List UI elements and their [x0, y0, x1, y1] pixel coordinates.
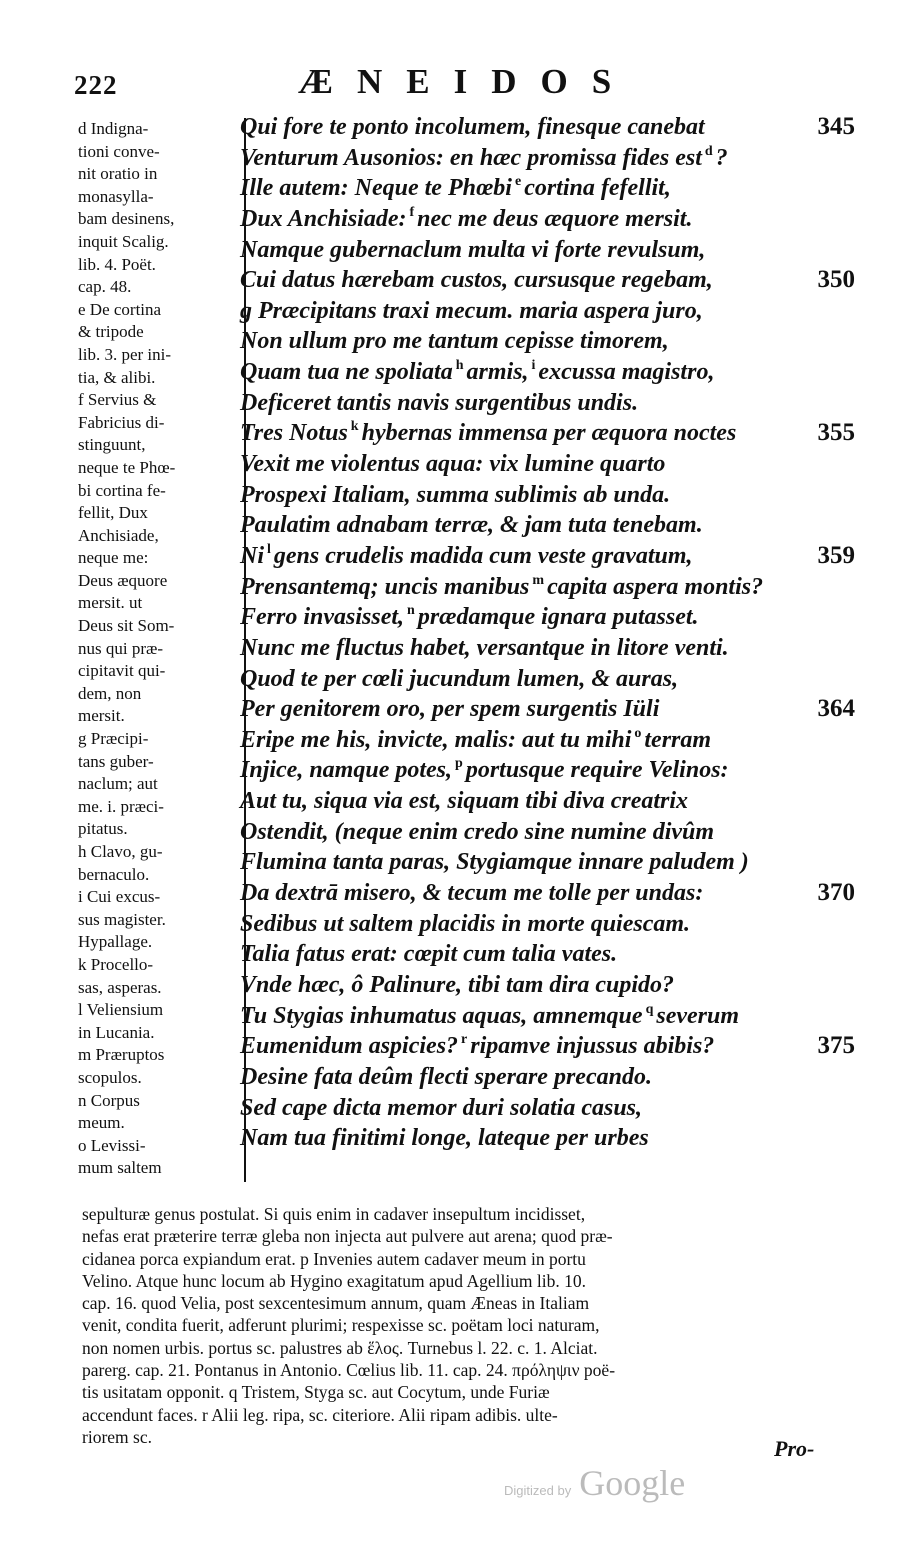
margin-note-line: Hypallage.: [78, 932, 153, 952]
verse-line: [240, 296, 865, 327]
margin-note-line: n Corpus: [78, 1090, 140, 1110]
verse-text: Sed cape dicta memor duri solatia casus,: [240, 1094, 642, 1121]
margin-note-line: k Procello-: [78, 954, 154, 974]
margin-note-line: nus qui præ-: [78, 638, 163, 658]
verse-text: Dux Anchisiade:: [240, 205, 407, 232]
verse-text-continued: severum: [656, 1002, 740, 1029]
verse-line: [240, 112, 865, 143]
verse-line: [240, 1001, 865, 1032]
verse-line: [240, 510, 865, 541]
verse-line: [240, 939, 865, 970]
footnote-marker: m: [532, 572, 545, 588]
verse-text: Prensantemq; uncis manibus: [240, 573, 530, 600]
line-number: 350: [817, 266, 855, 294]
line-number: 345: [817, 113, 855, 140]
margin-note-line: g Præcipi-: [78, 729, 149, 749]
margin-note-line: lib. 4. Poët.: [78, 254, 156, 274]
footnote-marker: i: [531, 358, 536, 374]
verse-text-continued: hybernas immensa per æquora noctes: [361, 420, 737, 447]
digitized-watermark: [504, 1462, 685, 1504]
line-number: 370: [817, 879, 855, 907]
margin-note-line: f Servius &: [78, 390, 157, 410]
verse-line: [240, 388, 865, 419]
footnote-marker: e: [514, 174, 522, 190]
verse-text: Prospexi Italiam, summa sublimis ab unda.: [240, 481, 671, 508]
verse-text-continued: prædamque ignara putasset.: [417, 604, 699, 631]
verse-line: [240, 602, 865, 633]
page-number: 222: [74, 70, 118, 100]
verse-text: Talia fatus erat: cœpit cum talia vates.: [240, 941, 618, 968]
margin-note-line: tia, & alibi.: [78, 367, 156, 387]
verse-text-continued: gens crudelis madida cum veste gravatum,: [273, 542, 693, 569]
watermark-prefix: Digitized by: [504, 1483, 572, 1498]
verse-text-continued: nec me deus æquore mersit.: [417, 205, 693, 232]
margin-note-line: Anchisiade,: [78, 525, 159, 545]
footnote-line: cidanea porca expiandum erat. p Invenies autem cadaver meum in portu: [82, 1248, 586, 1269]
verse-text: Aut tu, siqua via est, siquam tibi diva creatrix: [240, 788, 689, 815]
verse-line: [240, 449, 865, 480]
verse-text-continued: capita aspera montis?: [547, 573, 764, 600]
verse-line: [240, 541, 865, 572]
footnote-marker: h: [455, 358, 464, 374]
margin-note-line: in Lucania.: [78, 1022, 155, 1042]
verse-text: Per genitorem oro, per spem surgentis Iüli: [240, 696, 660, 723]
verse-text: Cui datus hærebam custos, cursusque regebam,: [240, 267, 713, 294]
footnote-line: tis usitatam opponit. q Tristem, Styga sc. aut Cocytum, unde Furiæ: [82, 1382, 550, 1403]
margin-note-line: nit oratio in: [78, 164, 158, 184]
verse-text: Desine fata deûm flecti sperare precando.: [240, 1063, 652, 1090]
verse-text: Da dextrā misero, & tecum me tolle per undas:: [240, 880, 704, 907]
line-number: 375: [817, 1032, 855, 1060]
verse-line: [240, 326, 865, 357]
footnote-line: non nomen urbis. portus sc. palustres ab ἕλος. Turnebus l. 22. c. 1. Alciat.: [82, 1337, 598, 1358]
verse-text: g Præcipitans traxi mecum. maria aspera juro,: [240, 297, 703, 324]
verse-text: Nunc me fluctus habet, versantque in litore venti.: [240, 634, 729, 661]
verse-line: [240, 786, 865, 817]
verse-line: [240, 847, 865, 878]
verse-text: Quam tua ne spoliata: [240, 359, 453, 386]
verse-text-continued: excussa magistro,: [538, 359, 715, 386]
margin-note-line: dem, non: [78, 683, 142, 703]
verse-text: Vexit me violentus aqua: vix lumine quarto: [240, 451, 666, 478]
footnote-line: venit, condita fuerit, adferunt plurimi; respexisse sc. poëtam loci naturam,: [82, 1315, 600, 1336]
verse-line: [240, 633, 865, 664]
verse-text-continued: portusque require Velinos:: [465, 757, 729, 784]
verse-line: [240, 480, 865, 511]
margin-note-line: mersit. ut: [78, 593, 143, 613]
margin-note-line: stinguunt,: [78, 435, 146, 455]
verse-line: [240, 1093, 865, 1124]
verse-line: [240, 357, 865, 388]
catchword: Pro-: [774, 1436, 815, 1461]
verse-text: Non ullum pro me tantum cepisse timorem,: [240, 328, 669, 355]
footnote-marker: q: [645, 1001, 654, 1017]
line-number: 364: [817, 695, 855, 723]
footnote-marker: o: [634, 725, 642, 741]
margin-note-line: neque te Phœ-: [78, 457, 176, 477]
margin-note-line: sas, asperas.: [78, 977, 162, 997]
margin-note-line: m Præruptos: [78, 1045, 165, 1065]
footnote-marker: f: [409, 204, 415, 220]
margin-note-line: Deus sit Som-: [78, 616, 175, 636]
verse-text: Quod te per cœli jucundum lumen, & auras,: [240, 665, 679, 692]
verse-text-continued: ripamve injussus abibis?: [470, 1033, 715, 1060]
margin-note-line: inquit Scalig.: [78, 231, 169, 251]
footnote-line: cap. 16. quod Velia, post sexcentesimum annum, quam Æneas in Italiam: [82, 1293, 590, 1314]
verse-line: [240, 909, 865, 940]
footnote-line: Velino. Atque hunc locum ab Hygino exagitatum apud Agellium lib. 10.: [82, 1270, 587, 1291]
verse-text: Paulatim adnabam terræ, & jam tuta tenebam.: [240, 512, 703, 539]
verse-text-continued: ?: [715, 144, 728, 171]
margin-note-line: h Clavo, gu-: [78, 842, 163, 861]
margin-note-line: monasylla-: [78, 186, 154, 206]
margin-note-line: d Indigna-: [78, 119, 149, 138]
verse-text: Namque gubernaclum multa vi forte revulsum,: [240, 236, 706, 263]
verse-text: Vnde hæc, ô Palinure, tibi tam dira cupido?: [240, 971, 675, 998]
margin-note-line: naclum; aut: [78, 774, 158, 794]
margin-note-line: bernaculo.: [78, 864, 150, 884]
verse-text: Nam tua finitimi longe, lateque per urbes: [240, 1125, 649, 1152]
margin-note-line: i Cui excus-: [78, 887, 161, 907]
margin-note-line: mum saltem: [78, 1158, 162, 1178]
verse-text: Deficeret tantis navis surgentibus undis.: [240, 389, 639, 416]
verse-text: Eumenidum aspicies?: [240, 1033, 459, 1060]
verse-text: Injice, namque potes,: [240, 757, 453, 784]
verse-line: [240, 1123, 865, 1154]
verse-line: [240, 878, 865, 909]
verse-text: Tu Stygias inhumatus aquas, amnemque: [240, 1002, 643, 1029]
verse-line: [240, 970, 865, 1001]
verse-text: Eripe me his, invicte, malis: aut tu mihi: [240, 726, 632, 753]
footnote-marker: p: [455, 756, 463, 772]
verse-line: [240, 418, 865, 449]
margin-notes: [78, 118, 238, 1180]
footnote-line: accendunt faces. r Alii leg. ripa, sc. citeriore. Alii ripam adibis. ulte-: [82, 1404, 558, 1425]
margin-note-line: Deus æquore: [78, 570, 168, 590]
margin-note-line: cipitavit qui-: [78, 661, 166, 681]
margin-note-line: Fabricius di-: [78, 412, 165, 432]
margin-note-line: mersit.: [78, 706, 125, 726]
verse-lines: [240, 112, 865, 1154]
verse-line: [240, 817, 865, 848]
verse-text: Ni: [240, 542, 264, 569]
footnote-marker: l: [267, 541, 271, 557]
margin-note-line: sus magister.: [78, 909, 166, 929]
margin-note-line: meum.: [78, 1113, 125, 1133]
margin-note-line: scopulos.: [78, 1067, 142, 1087]
margin-note-line: tioni conve-: [78, 141, 160, 161]
verse-line: [240, 143, 865, 174]
google-logo: Google: [579, 1463, 686, 1503]
verse-text: Ferro invasisset,: [240, 604, 405, 631]
margin-note-line: l Veliensium: [78, 1000, 164, 1020]
margin-note-line: cap. 48.: [78, 277, 132, 297]
footnote-marker: r: [461, 1032, 468, 1048]
footnote-marker: d: [704, 143, 713, 159]
verse-line: [240, 694, 865, 725]
margin-note-line: fellit, Dux: [78, 503, 148, 523]
margin-note-line: me. i. præci-: [78, 796, 164, 816]
verse-text-continued: armis,: [466, 359, 529, 386]
verse-text-continued: cortina fefellit,: [524, 175, 671, 202]
running-head: ÆNEIDOS: [298, 62, 636, 101]
margin-note-line: o Levissi-: [78, 1135, 146, 1155]
verse-line: [240, 572, 865, 603]
margin-note-line: pitatus.: [78, 819, 128, 839]
line-number: 359: [817, 541, 855, 569]
verse-line: [240, 1062, 865, 1093]
verse-text: Flumina tanta paras, Stygiamque innare paludem ): [240, 849, 749, 876]
verse-text: Ille autem: Neque te Phœbi: [240, 175, 512, 202]
footnotes: [82, 1203, 868, 1448]
margin-note-line: & tripode: [78, 322, 144, 342]
verse-text: Ostendit, (neque enim credo sine numine divûm: [240, 818, 715, 845]
margin-note-line: neque me:: [78, 548, 149, 568]
verse-text: Tres Notus: [240, 420, 348, 447]
margin-note-line: e De cortina: [78, 299, 162, 319]
verse-line: [240, 725, 865, 756]
margin-note-line: lib. 3. per ini-: [78, 344, 172, 364]
verse-line: [240, 204, 865, 235]
verse-line: [240, 1031, 865, 1062]
footnote-line: sepulturæ genus postulat. Si quis enim in cadaver insepultum incidisset,: [82, 1204, 586, 1224]
verse-line: [240, 173, 865, 204]
footnote-line: parerg. cap. 21. Pontanus in Antonio. Cœlius lib. 11. cap. 24. πρόληψιν poë-: [82, 1360, 616, 1381]
verse-text-continued: terram: [644, 726, 712, 753]
line-number: 355: [817, 419, 855, 447]
footnote-marker: n: [407, 603, 415, 619]
verse-line: [240, 664, 865, 695]
verse-text: Qui fore te ponto incolumem, finesque canebat: [240, 114, 705, 140]
margin-note-line: bi cortina fe-: [78, 480, 166, 500]
verse-line: [240, 755, 865, 786]
verse-text: Sedibus ut saltem placidis in morte quiescam.: [240, 910, 691, 937]
margin-note-line: bam desinens,: [78, 209, 175, 229]
margin-note-line: tans guber-: [78, 751, 154, 771]
footnote-marker: k: [350, 419, 359, 435]
verse-text: Venturum Ausonios: en hæc promissa fides est: [240, 144, 702, 171]
verse-line: [240, 235, 865, 266]
footnote-line: riorem sc.: [82, 1426, 152, 1447]
verse-line: [240, 265, 865, 296]
footnote-line: nefas erat præterire terræ gleba non injecta aut pulvere aut arena; quod præ-: [82, 1226, 613, 1247]
